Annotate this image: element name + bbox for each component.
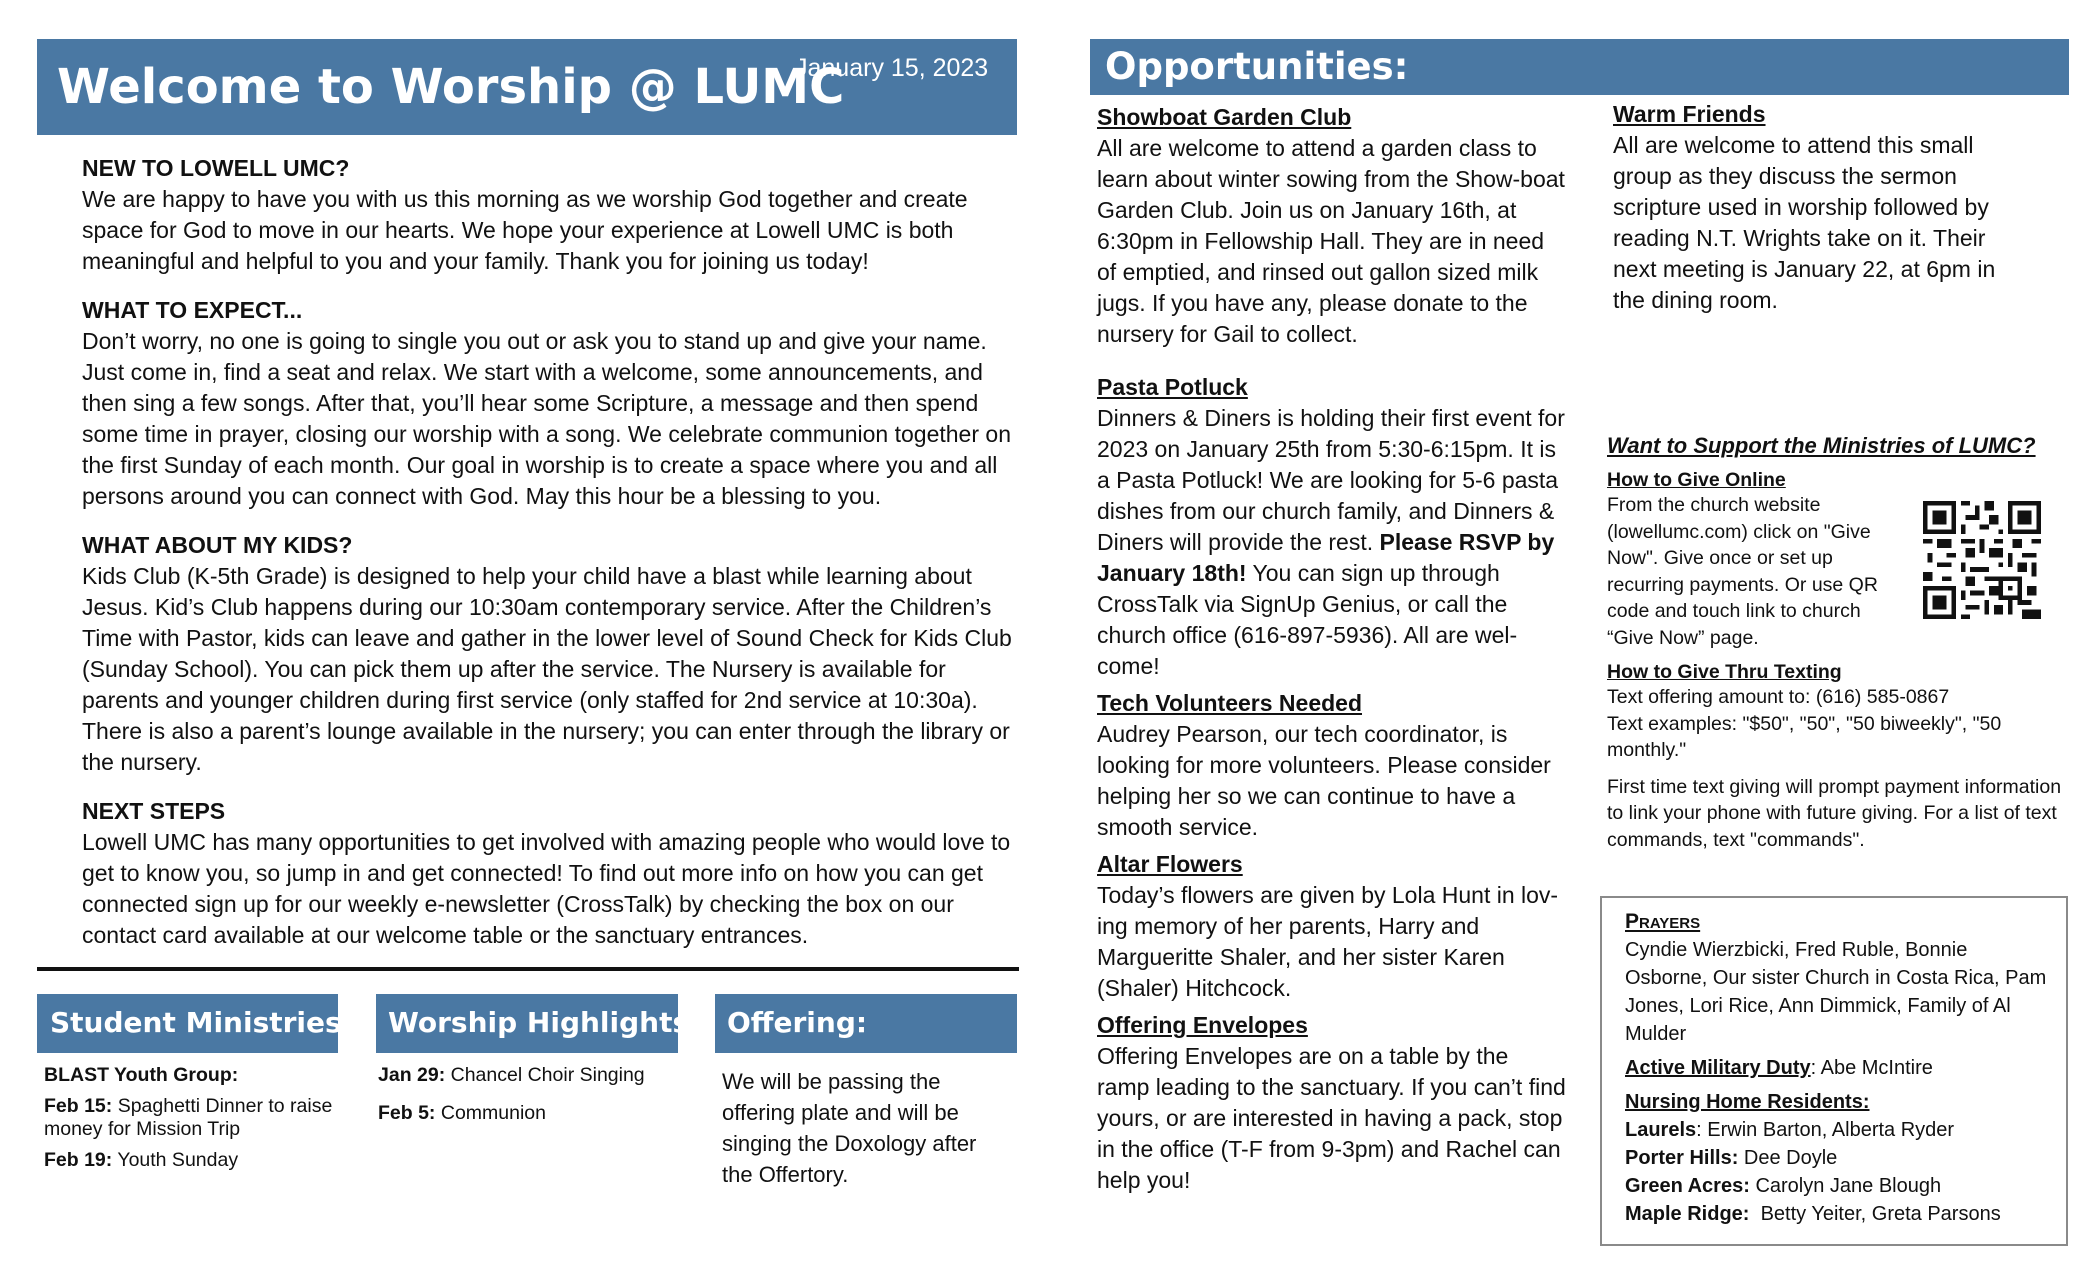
nursing-heading: Nursing Home Residents: — [1625, 1091, 1870, 1113]
event-date: Feb 15: — [44, 1095, 113, 1117]
give-text-examples: Text examples: "$50", "50", "50 biweekly", "50 monthly." — [1607, 712, 2002, 761]
home-residents: Erwin Barton, Alberta Ryder — [1707, 1119, 1955, 1141]
opp-body: All are welcome to attend this small group as they discuss the sermon scripture used in worship followed by reading N.T. Wrights take on it. Their next meeting is January 22, at 6pm in the dining room. — [1613, 132, 1996, 313]
offering-banner — [715, 994, 1017, 1053]
highlights-title: Worship Highlights: — [388, 1006, 701, 1039]
section-kids — [82, 530, 1012, 778]
prayers-names: Cyndie Wierzbicki, Fred Ruble, Bonnie Osborne, Our sister Church in Costa Rica, Pam Jones, Lori Rice, Ann Dimmick, Family of Al Mulder — [1625, 939, 2047, 1045]
offering-body: We will be passing the offering plate and will be singing the Doxology after the Offertory. — [722, 1069, 977, 1187]
military-names: : Abe McIntire — [1810, 1057, 1933, 1079]
military-label: Active Military Duty — [1625, 1057, 1811, 1079]
home-residents: Betty Yeiter, Greta Parsons — [1760, 1203, 2001, 1225]
qr-code-icon[interactable] — [1923, 501, 2041, 619]
opp-body-part: Dinners & Diners is holding their first event for 2023 on January 25th from 5:30-6:15pm. It is a Pasta Potluck! We are looking for 5-6 pasta dishes from our church family, and Dinners & Diners will provide the rest. — [1097, 405, 1565, 555]
opp-potluck — [1097, 372, 1567, 682]
opp-heading: Showboat Garden Club — [1097, 104, 1352, 130]
home-name: Laurels — [1625, 1119, 1697, 1141]
event-date: Feb 19: — [44, 1149, 113, 1171]
student-title: Student Ministries: — [50, 1006, 353, 1039]
nursing-home — [1625, 1144, 2055, 1172]
nursing-home — [1625, 1116, 2055, 1144]
opp-heading: Altar Flowers — [1097, 851, 1243, 877]
event-text: Communion — [435, 1102, 546, 1124]
give-online — [1607, 468, 1912, 651]
give-text-line: Text offering amount to: (616) 585-0867 — [1607, 686, 1950, 708]
prayers-heading: Prayers — [1625, 910, 1701, 933]
event-item — [44, 1149, 344, 1172]
event-date: Jan 29: — [378, 1064, 446, 1086]
section-heading: NEW TO LOWELL UMC? — [82, 155, 350, 181]
military-line — [1625, 1054, 2055, 1082]
give-online-heading: How to Give Online — [1607, 469, 1786, 491]
opportunities-title: Opportunities: — [1105, 45, 1409, 88]
support-section — [1607, 433, 2067, 853]
nursing-home — [1625, 1172, 2055, 1200]
highlights-banner — [376, 994, 701, 1053]
home-name: Maple Ridge: — [1625, 1203, 1750, 1225]
opp-body: Today’s flowers are given by Lola Hunt in lov-ing memory of her parents, Harry and Margueritte Shaler, and her sister Karen (Shaler) Hitchcock. — [1097, 882, 1559, 1001]
opp-heading: Offering Envelopes — [1097, 1012, 1308, 1038]
welcome-sections — [82, 153, 1012, 951]
event-text: Youth Sunday — [112, 1149, 239, 1171]
offering-title: Offering: — [727, 1006, 868, 1039]
opp-body-part: You can sign up through CrossTalk via SignUp Genius, or call the church office (616-897-5936). All are wel-come! — [1097, 560, 1518, 679]
section-body: Don’t worry, no one is going to single you out or ask you to stand up and give your name. Just come in, find a seat and relax. We start with a welcome, some announcements, and then sing a few songs. After that, you’ll hear some Scripture, a message and then spend some time in prayer, closing our worship with a song. We celebrate communion together on the first Sunday of each month. Our goal in worship is to create a space where you and all persons around you can connect with God. May this hour be a blessing to you. — [82, 328, 1011, 509]
opp-heading: Tech Volunteers Needed — [1097, 690, 1362, 716]
section-body: We are happy to have you with us this morning as we worship God together and create space for God to move in our hearts. We hope your experience at Lowell UMC is both meaningful and helpful to you and your family. Thank you for joining us today! — [82, 186, 968, 274]
event-item — [44, 1095, 344, 1141]
give-text-heading: How to Give Thru Texting — [1607, 661, 1842, 683]
opportunities-left — [1097, 102, 1567, 1196]
opp-garden — [1097, 102, 1567, 350]
event-date: Feb 5: — [378, 1102, 436, 1124]
give-text — [1607, 660, 2067, 853]
opp-warm — [1613, 99, 2033, 316]
divider-line — [37, 967, 1019, 971]
opp-tech — [1097, 688, 1567, 843]
opportunities-banner — [1090, 39, 2069, 95]
student-banner — [37, 994, 353, 1053]
event-item — [378, 1062, 688, 1089]
home-sep — [1749, 1203, 1760, 1225]
opp-flowers — [1097, 849, 1567, 1004]
section-heading: WHAT ABOUT MY KIDS? — [82, 532, 353, 558]
prayers-box — [1600, 896, 2068, 1246]
home-residents: Dee Doyle — [1743, 1147, 1838, 1169]
opp-body: Offering Envelopes are on a table by the ramp leading to the sanctuary. If you can’t find yours, or are interested in having a pack, stop in the office (T-F from 9-3pm) and Rachel can help you! — [1097, 1043, 1566, 1193]
home-sep: : — [1696, 1119, 1708, 1141]
opp-body — [1097, 403, 1567, 682]
highlights-content — [378, 1062, 688, 1127]
event-item — [378, 1100, 688, 1127]
student-content — [44, 1062, 344, 1172]
opp-body: Audrey Pearson, our tech coordinator, is looking for more volunteers. Please consider helping her so we can continue to have a smooth service. — [1097, 721, 1551, 840]
section-body: Kids Club (K-5th Grade) is designed to help your child have a blast while learning about Jesus. Kid’s Club happens during our 10:30am contemporary service. After the Children’s Time with Pastor, kids can leave and gather in the lower level of Sound Check for Kids Club (Sunday School). You can pick them up after the service. The Nursery is available for parents and younger children during first service (only staffed for 2nd service at 10:30a). There is also a parent’s lounge available in the nursery; you can enter through the library or the nursery. — [82, 563, 1012, 775]
welcome-title: Welcome to Worship @ LUMC — [57, 59, 845, 115]
section-new — [82, 153, 1012, 277]
give-online-body: From the church website (lowellumc.com) click on "Give Now". Give once or set up recurring payments. Or use QR code and touch link to church “Give Now” page. — [1607, 494, 1878, 649]
bulletin-date: January 15, 2023 — [795, 54, 989, 82]
rsvp-note: Please RSVP by January 18th! — [1097, 529, 1555, 586]
section-heading: NEXT STEPS — [82, 798, 226, 824]
home-residents: Carolyn Jane Blough — [1755, 1175, 1942, 1197]
support-title: Want to Support the Ministries of LUMC? — [1607, 433, 2036, 458]
home-name: Porter Hills: — [1625, 1147, 1739, 1169]
group-name: BLAST Youth Group: — [44, 1064, 239, 1086]
give-text-note: First time text giving will prompt payment information to link your phone with future giving. For a list of text commands, text "commands". — [1607, 775, 2062, 851]
event-text: Chancel Choir Singing — [445, 1064, 645, 1086]
opp-envelopes — [1097, 1010, 1567, 1196]
home-name: Green Acres: — [1625, 1175, 1750, 1197]
section-body: Lowell UMC has many opportunities to get involved with amazing people who would love to get to know you, so jump in and get connected! To find out more info on how you can get connected sign up for our weekly e-newsletter (CrossTalk) by checking the box on our contact card available at our welcome table or the sanctuary entrances. — [82, 829, 1011, 948]
section-heading: WHAT TO EXPECT... — [82, 297, 303, 323]
nursing-home — [1625, 1200, 2055, 1228]
section-expect — [82, 295, 1012, 512]
opp-body: All are welcome to attend a garden class to learn about winter sowing from the Show-boat Garden Club. Join us on January 16th, at 6:30pm in Fellowship Hall. They are in need of emptied, and rinsed out gallon sized milk jugs. If you have any, please donate to the nursery for Gail to collect. — [1097, 135, 1565, 347]
welcome-banner — [37, 39, 1017, 135]
opp-heading: Warm Friends — [1613, 101, 1766, 127]
event-text: Spaghetti Dinner to raise money for Mission Trip — [44, 1095, 333, 1140]
section-next — [82, 796, 1012, 951]
opp-heading: Pasta Potluck — [1097, 374, 1248, 400]
